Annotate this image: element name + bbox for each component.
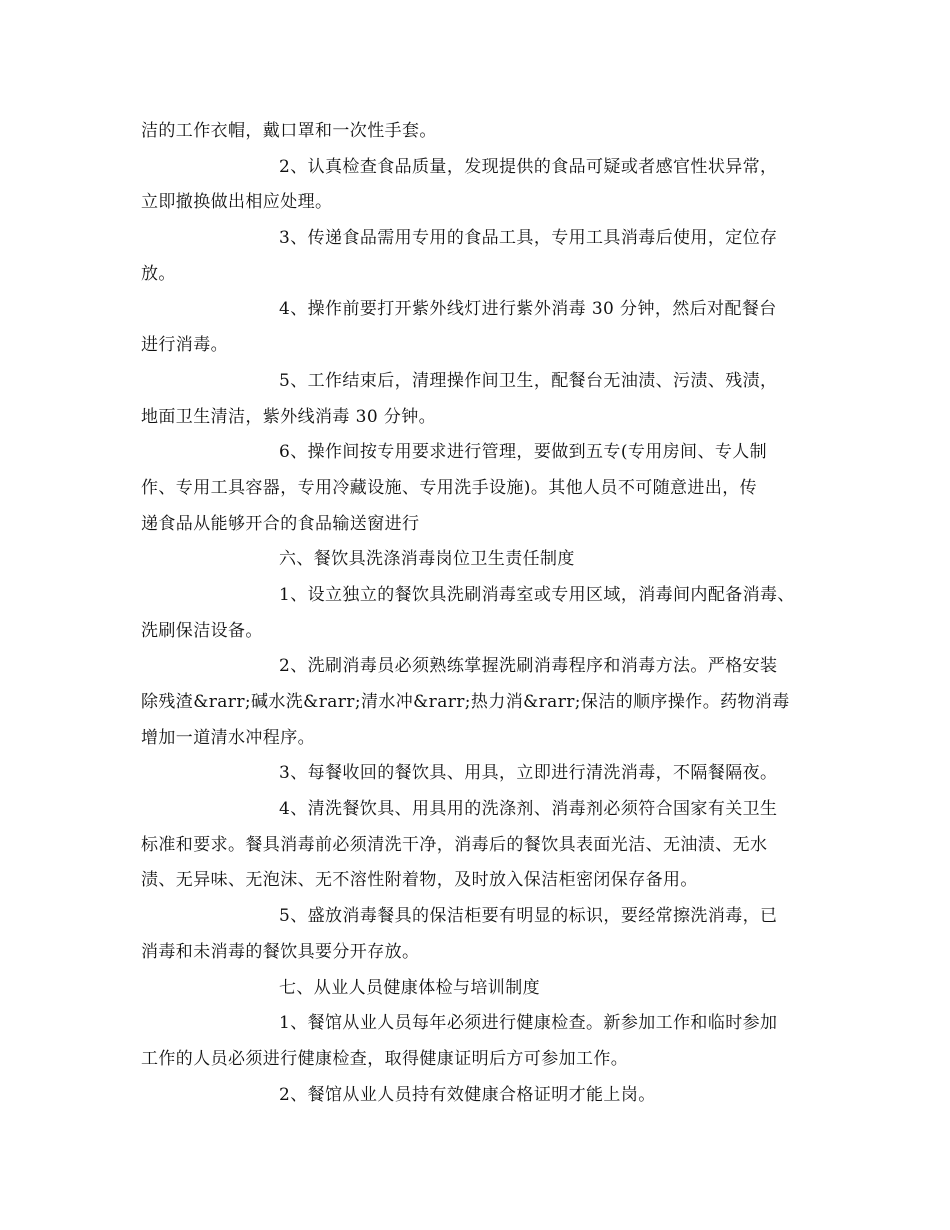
text-line: 洁的工作衣帽，戴口罩和一次性手套。 bbox=[141, 121, 437, 141]
text-line: 2、餐馆从业人员持有效健康合格证明才能上岗。 bbox=[279, 1084, 656, 1105]
text-line: 4、操作前要打开紫外线灯进行紫外消毒 30 分钟，然后对配餐台 bbox=[279, 299, 777, 320]
text-line: 放。 bbox=[141, 263, 176, 284]
text-line: 地面卫生清洁，紫外线消毒 30 分钟。 bbox=[141, 406, 437, 427]
text-line: 5、盛放消毒餐具的保洁柜要有明显的标识，要经常擦洗消毒，已 bbox=[279, 906, 778, 927]
text-line: 作、专用工具容器，专用冷藏设施、专用洗手设施)。其他人员不可随意进出，传 bbox=[141, 477, 758, 498]
text-line: 渍、无异味、无泡沫、无不溶性附着物，及时放入保洁柜密闭保存备用。 bbox=[141, 870, 698, 891]
text-line: 洗刷保洁设备。 bbox=[141, 620, 263, 641]
text-line: 七、从业人员健康体检与培训制度 bbox=[279, 977, 540, 998]
text-line: 六、餐饮具洗涤消毒岗位卫生责任制度 bbox=[279, 549, 575, 570]
text-line: 工作的人员必须进行健康检查，取得健康证明后方可参加工作。 bbox=[141, 1048, 629, 1069]
text-line: 3、每餐收回的餐饮具、用具，立即进行清洗消毒，不隔餐隔夜。 bbox=[279, 763, 778, 784]
text-line: 1、餐馆从业人员每年必须进行健康检查。新参加工作和临时参加 bbox=[279, 1013, 778, 1034]
text-line: 6、操作间按专用要求进行管理，要做到五专(专用房间、专人制 bbox=[279, 442, 768, 463]
text-line: 3、传递食品需用专用的食品工具，专用工具消毒后使用，定位存 bbox=[279, 228, 778, 249]
text-line: 2、洗刷消毒员必须熟练掌握洗刷消毒程序和消毒方法。严格安装 bbox=[279, 656, 778, 677]
text-line: 立即撤换做出相应处理。 bbox=[141, 192, 333, 213]
text-line: 5、工作结束后，清理操作间卫生，配餐台无油渍、污渍、残渍， bbox=[279, 370, 778, 391]
text-line: 消毒和未消毒的餐饮具要分开存放。 bbox=[141, 941, 420, 962]
text-line: 递食品从能够开合的食品输送窗进行 bbox=[141, 513, 420, 534]
text-line: 2、认真检查食品质量，发现提供的食品可疑或者感官性状异常， bbox=[279, 156, 778, 177]
text-line: 1、设立独立的餐饮具洗刷消毒室或专用区域，消毒间内配备消毒、 bbox=[279, 584, 795, 605]
text-line: 增加一道清水冲程序。 bbox=[141, 727, 315, 748]
text-line: 除残渣&rarr;碱水洗&rarr;清水冲&rarr;热力消&rarr;保洁的顺序操作。药物消毒 bbox=[141, 692, 790, 712]
text-line: 进行消毒。 bbox=[141, 335, 228, 356]
document-body bbox=[141, 114, 821, 1113]
text-line: 标准和要求。餐具消毒前必须清洗干净，消毒后的餐饮具表面光洁、无油渍、无水 bbox=[141, 834, 768, 855]
text-line: 4、清洗餐饮具、用具用的洗涤剂、消毒剂必须符合国家有关卫生 bbox=[279, 799, 778, 820]
